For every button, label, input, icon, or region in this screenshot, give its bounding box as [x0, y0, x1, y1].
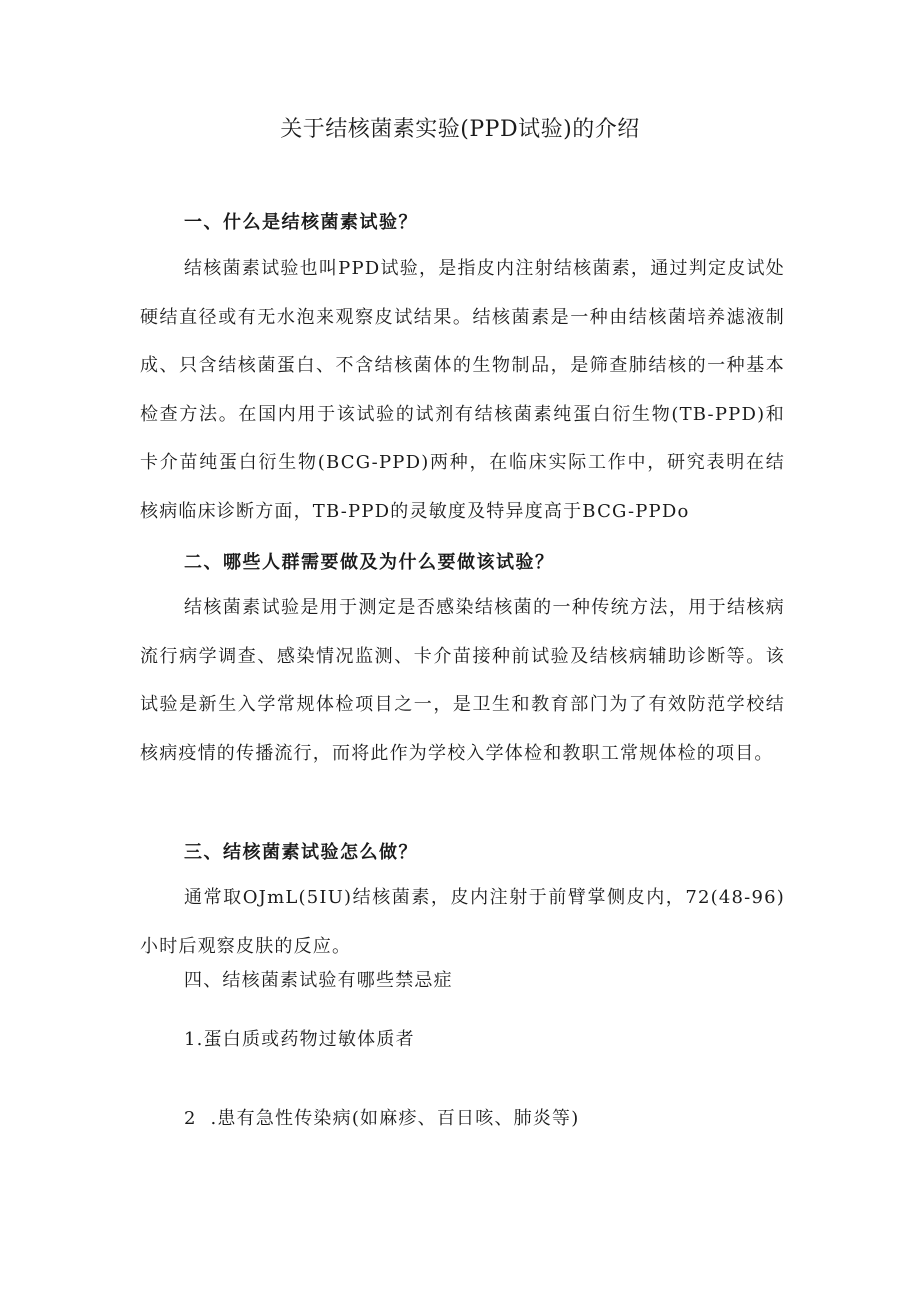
- section-1-paragraph: 结核菌素试验也叫PPD试验，是指皮内注射结核菌素，通过判定皮试处硬结直径或有无水泡来观察皮试结果。结核菌素是一种由结核菌培养滤液制成、只含结核菌蛋白、不含结核菌体的生物制品，是筛查肺结核的一种基本检查方法。在国内用于该试验的试剂有结核菌素纯蛋白衍生物(TB-PPD)和卡介苗纯蛋白衍生物(BCG-PPD)两种，在临床实际工作中，研究表明在结核病临床诊断方面，TB-PPD的灵敏度及特异度高于BCG-PPDo: [140, 258, 785, 522]
- section-2-paragraph: 结核菌素试验是用于测定是否感染结核菌的一种传统方法，用于结核病流行病学调查、感染情况监测、卡介苗接种前试验及结核病辅助诊断等。该试验是新生入学常规体检项目之一，是卫生和教育部门为了有效防范学校结核病疫情的传播流行，而将此作为学校入学体检和教职工常规体检的项目。: [140, 597, 785, 764]
- section-3-paragraph: 通常取OJmL(5IU)结核菌素，皮内注射于前臂掌侧皮内，72(48-96)小时后观察皮肤的反应。: [140, 887, 785, 957]
- section-4-heading: 四、结核菌素试验有哪些禁忌症: [184, 970, 453, 991]
- document-title: 关于结核菌素实验(PPD试验)的介绍: [280, 117, 640, 142]
- contraindication-item-2: 2 .患有急性传染病(如麻疹、百日咳、肺炎等): [184, 1108, 580, 1129]
- section-1-heading: 一、什么是结核菌素试验？: [184, 212, 418, 233]
- section-2-heading: 二、哪些人群需要做及为什么要做该试验？: [184, 552, 555, 573]
- section-3-heading: 三、结核菌素试验怎么做？: [184, 842, 418, 863]
- contraindication-item-1: 1.蛋白质或药物过敏体质者: [184, 1029, 415, 1050]
